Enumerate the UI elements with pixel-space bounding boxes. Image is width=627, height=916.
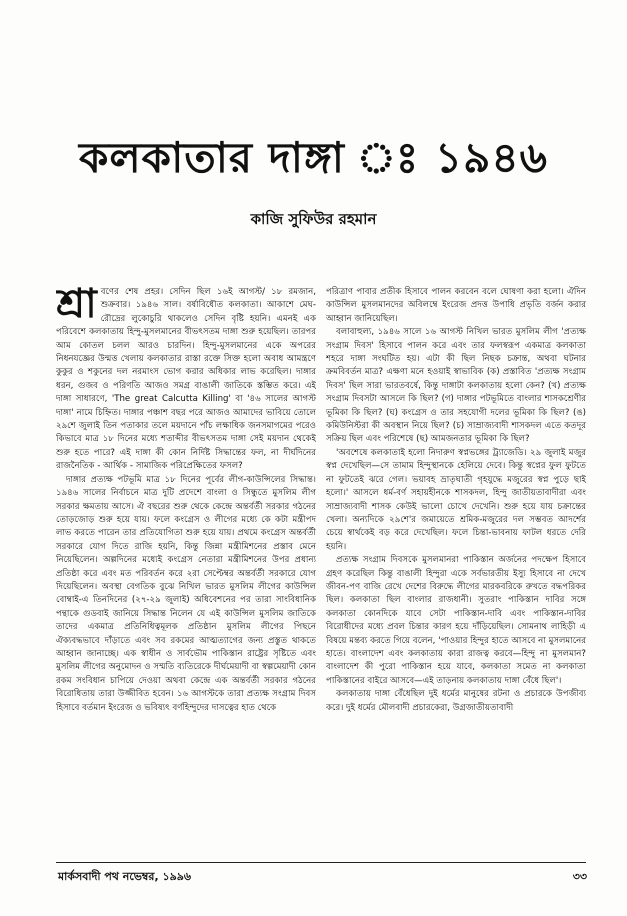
page-number: ৩৩ [572, 870, 587, 883]
paragraph: কলকাতায় দাঙ্গা বেঁধেছিল দুই ধর্মের মানুষের রটনা ও প্রচারকে উপজীব্য করে। দুই ধর্মের মৌলবাদী প্রচারকেরা, উগ্রজাতীয়তাবাদী [326, 689, 586, 713]
drop-cap: শ্রা [56, 286, 97, 327]
article-author: কাজি সুফিউর রহমান [250, 210, 377, 228]
paragraph: দাঙ্গার প্রত্যক্ষ পটভূমি মাত্র ১৮ দিনের পূর্বের লীগ-কাউন্সিলের সিদ্ধান্ত। ১৯৪৬ সালের নির্বাচনে মাত্র দুটি প্রদেশে বাংলা ও সিন্ধুতে মুসলিম লীগ সরকার ক্ষমতায় আসে। ঐ বছরের শুরু থেকে কেন্দ্রে অন্তর্বর্তী সরকার গঠনের তোড়জোড় শুরু হয়ে যায়। ফলে কংগ্রেস ও লীগের মধ্যে কে কটা মন্ত্রীপদ লাভ করতে পারেন তার প্রতিযোগিতা শুরু হয়ে যায়। প্রথমে কংগ্রেস অন্তর্বর্তী সরকারে যোগ দিতে রাজি হয়নি, কিন্তু জিন্না মন্ত্রীমিশনের প্রস্তাব মেনে নিয়েছিলেন। অল্পদিনের মধ্যেই কংগ্রেস নেতারা মন্ত্রীমিশনের উপর প্রধান্য প্রতিষ্ঠা করে এবং মত পরিবর্তন করে ২রা সেপ্টেম্বর অন্তর্বর্তী সরকারে যোগ দিয়েছিলেন। অবস্থা বেগতিক বুঝে নিখিল ভারত মুসলিম লীগের কাউন্সিল বোম্বাই-এ তিনদিনের (২৭-২৯ জুলাই) অধিবেশনের পর তারা সাংবিধানিক পন্থাকে গুডবাই জানিয়ে সিদ্ধান্ত নিলেন যে এই কাউন্সিল মুসলিম জাতিকে তাদের একমাত্র প্রতিনিধিত্বমূলক প্রতিষ্ঠান মুসলিম লীগের পিছনে ঐক্যবদ্ধভাবে দাঁড়াতে এবং সব রকমের আত্মত্যাগের জন্য প্রস্তুত থাকতে আহ্বান জানাচ্ছে। এক স্বাধীন ও সার্বভৌম পাকিস্তান রাষ্ট্রের সৃষ্টিতে এবং মুসলিম লীগের অনুমোদন ও সম্মতি ব্যতিরেকে দীর্ঘমেয়াদী বা স্বল্পমেয়াদী কোন রকম সংবিধান চাপিয়ে দেওয়া অথবা কেন্দ্রে এক অন্তর্বর্তী সরকার গঠনের বিরোধিতায় তারা উজ্জীবিত হবেন। ১৬ আগস্টকে তারা প্রত্যক্ষ সংগ্রাম দিবস হিসাবে বর্তমান ইংরেজ ও ভবিষ্যৎ বর্ণহিন্দুদের দাসত্বের হাত থেকে [56, 474, 316, 713]
publication-footer: মার্কসবাদী পথ নভেম্বর, ১৯৯৬ [58, 870, 192, 883]
footer-divider [56, 862, 586, 863]
paragraph: বলাবাহুল্য, ১৯৪৬ সালে ১৬ আগস্ট নিখিল ভারত মুসলিম লীগ 'প্রত্যক্ষ সংগ্রাম দিবস' হিসাবে পালন করে এবং তার ফলস্বরূপ একমাত্র কলকাতা শহরে দাঙ্গা সংঘটিত হয়। এটা কী ছিল নিছক চক্রান্ত, অথবা ঘটনার ক্রমবিবর্তন মাত্র? এক্ষণা মনে হওয়াই স্বাভাবিক (ক) প্রস্তাবিত 'প্রত্যক্ষ সংগ্রাম দিবস' ছিল সারা ভারতবর্ষে, কিন্তু দাঙ্গাটা কলকাতায় হলো কেন? (খ) প্রত্যক্ষ সংগ্রাম দিবসটা আসলে কি ছিল? (গ) দাঙ্গার পটভূমিতে বাংলার শাসকশ্রেণীর ভূমিকা কি ছিল? (ঘ) কংগ্রেস ও তার সহযোগী দলের ভূমিকা কি ছিল? (ঙ) কমিউনিস্টরা কী অবস্থান নিয়ে ছিল? (চ) সাম্রাজ্যবাদী শাসকদল এতে কতদূর সক্রিয় ছিল এবং পরিশেষে (ছ) আমজনতার ভূমিকা কি ছিল? [326, 327, 586, 445]
right-column [326, 286, 586, 846]
paragraph-text: বণের শেষ প্রহর। সেদিন ছিল ১৬ই আগস্ট/ ১৮ রমজান, শুক্রবার। ১৯৪৬ সাল। বর্ষাবিধৌত কলকাতা। আকাশে মেঘ-রৌদ্রের লুকোচুরি থাকলেও সেদিন বৃষ্টি হয়নি। এমনই এক পরিবেশে কলকাতায় হিন্দু-মুসলমানের বীভৎসতম দাঙ্গা শুরু হয়েছিল। তারপর আম কোতল চলল আরও চারদিন। হিন্দু-মুসলমানের একে অপরের নিধনযজ্ঞের উন্মত্ত খেলায় কলকাতার রাস্তা রক্তে সিক্ত হলো অবাধ আমন্ত্রণে কুকুর ও শকুনের দল নরমাংস ভোগ করার অধিকার লাভ করেছিল। দাঙ্গার ধরন, গুজব ও পরিণতি আজও সমগ্র বাঙালী জাতিকে স্তম্ভিত করে। এই দাঙ্গা সাধারণে, 'The great Calcutta Killing' বা '৪৬ সালের আগস্ট দাঙ্গা' নামে চিহ্নিত। দাঙ্গার পঞ্চাশ বছর পরে আজও আমাদের ভাবিয়ে তোলে ২৯শে জুলাই তিন পতাকার তলে ময়দানে পাঁচ লক্ষাধিক জনসমাগমের পরেও কিভাবে মাত্র ১৮ দিনের মধ্যে শতাব্দীর বীভৎসতম দাঙ্গা সেই ময়দান থেকেই শুরু হতে পারে? এই দাঙ্গা কী কোন নির্দিষ্ট সিদ্ধান্তের ফল, না দীর্ঘদিনের রাজনৈতিক - আর্থিক - সামাজিক পরিপ্রেক্ষিতের ফসল? [56, 287, 316, 472]
paragraph: 'অবশেষে কলকাতাই হলো নিদারুণ স্বপ্নভঙ্গের ট্র্যাজেডি। ২৯ জুলাই মজুর স্বপ্ন দেখেছিল—সে তামাম হিন্দুস্থানকে হেলিয়ে দেবে। কিন্তু স্বপ্নের ফুল ফুটতে না ফুটতেই ঝরে গেল। ভয়াবহ ভ্রাতৃঘাতী গৃহযুদ্ধে মজুরের স্বপ্ন পুড়ে ছাই হলো।' আসলে ধর্ম-বর্ণ সহায়হীনকে শাসকদল, হিন্দু জাতীয়তাবাদীরা এবং সাম্রাজ্যবাদী শাসক কেউই ভালো চোখে দেখেনি। শুরু হয়ে যায় চক্রান্তের খেলা। অন্যদিকে ২৯শে'র জমায়েতে শ্রমিক-মজুরের দল সম্ভবত আদর্শের চেয়ে স্বার্থকেই বড় করে দেখেছিল। ফলে চিন্তা-ভাবনায় ফাটল ধরতে দেরি হয়নি। [326, 447, 586, 552]
paragraph: পরিত্রাণ পাবার প্রতীক হিসাবে পালন করবেন বলে ঘোষণা করা হলো। ঐদিন কাউন্সিল মুসলমানদের অবিলম্বে ইংরেজ প্রদত্ত উপাধি প্রভৃতি বর্জন করার আহ্বান জানিয়েছিল। [326, 287, 586, 324]
paragraph [56, 286, 316, 474]
left-column [56, 286, 316, 846]
paragraph: প্রত্যক্ষ সংগ্রাম দিবসকে মুসলমানরা পাকিস্তান অর্জনের পদক্ষেপ হিসাবে গ্রহণ করেছিল কিন্তু বাঙালী হিন্দুরা একে সর্বভারতীয় ইস্যু হিসাবে না দেখে জীবন-পণ বাজি রেখে দেশের বিরুদ্ধে লীগের মারকবরিকে রুখতে বদ্ধপরিকর ছিল। কলকাতা ছিল বাংলার রাজধানী। সুতরাং পাকিস্তান দাবির সঙ্গে কলকাতা কোনদিকে যাবে সেটা পাকিস্তান-দাবি এবং পাকিস্তান-দাবির বিরোধীদের মধ্যে প্রবল চিন্তার কারণ হয়ে দাঁড়িয়েছিল। সোমনাথ লাহিড়ী এ বিষয়ে মন্তব্য করতে গিয়ে বলেন, 'পাওয়ার হিন্দুর হাতে আসবে না মুসলমানের হাতে। বাংলাদেশ এবং কলকাতায় কারা রাজত্ব করবে—হিন্দু না মুসলমান? বাংলাদেশ কী পুরো পাকিস্তান হয়ে যাবে, কলকাতা সমেত না কলকাতা পাকিস্তানের বাইরে আসবে—এই তাড়নায় কলকাতায় দাঙ্গা বেঁধে ছিল'। [326, 555, 586, 686]
article-title: কলকাতার দাঙ্গা ঃ ১৯৪৬ [79, 133, 548, 182]
